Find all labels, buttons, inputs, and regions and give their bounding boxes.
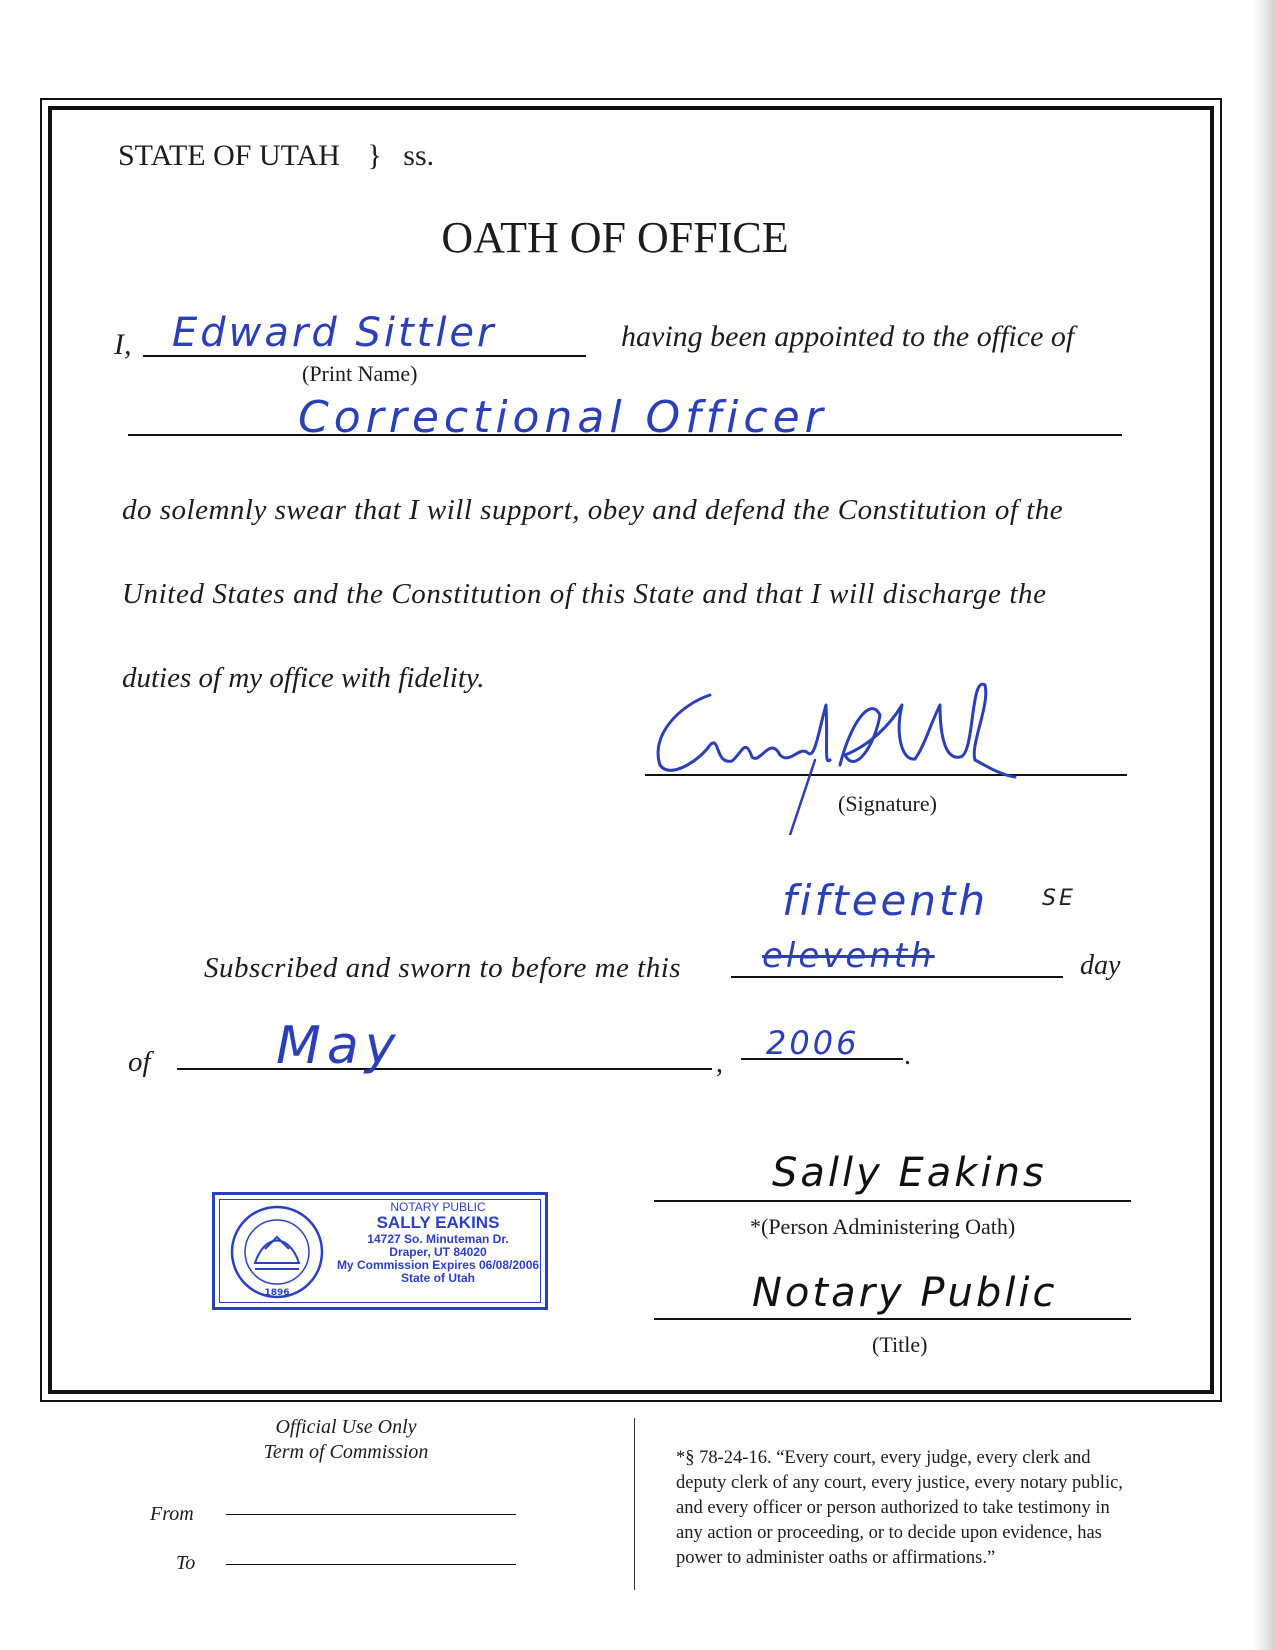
official-use-heading: Official Use Only bbox=[275, 1416, 417, 1438]
statute-line-5: power to administer oaths or affirmations.” bbox=[676, 1548, 996, 1568]
stamp-line-4: Draper, UT 84020 bbox=[389, 1245, 487, 1260]
stamp-text bbox=[333, 1201, 543, 1286]
handwritten-month: May bbox=[276, 1016, 402, 1076]
notary-stamp bbox=[212, 1192, 548, 1310]
handwritten-year: 2006 bbox=[766, 1024, 860, 1062]
stamp-line-2: SALLY EAKINS bbox=[376, 1213, 500, 1233]
stamp-line-5: My Commission Expires 06/08/2006 bbox=[336, 1258, 540, 1273]
correction-initials: SE bbox=[1042, 886, 1076, 911]
of-word: of bbox=[128, 1046, 151, 1078]
term-of-commission-heading: Term of Commission bbox=[263, 1441, 429, 1463]
from-label: From bbox=[150, 1503, 194, 1525]
subscribed-text: Subscribed and sworn to before me this bbox=[204, 952, 682, 984]
statute-text bbox=[676, 1446, 1123, 1571]
administrator-signature: Sally Eakins bbox=[772, 1150, 1047, 1196]
print-name-label: (Print Name) bbox=[302, 361, 418, 386]
statute-line-1: *§ 78-24-16. “Every court, every judge, every clerk and bbox=[676, 1448, 1091, 1468]
stamp-line-3: 14727 So. Minuteman Dr. bbox=[367, 1231, 509, 1246]
administrator-label: *(Person Administering Oath) bbox=[750, 1214, 1016, 1239]
seal-year: 1896 bbox=[264, 1288, 290, 1298]
footer-divider bbox=[634, 1418, 635, 1590]
title-line bbox=[654, 1318, 1131, 1320]
oath-line-3: duties of my office with fidelity. bbox=[122, 662, 485, 694]
handwritten-day-fifteenth: fifteenth bbox=[782, 876, 989, 925]
administrator-title: Notary Public bbox=[752, 1270, 1058, 1316]
oath-i-prefix: I, bbox=[114, 328, 132, 361]
signature-label: (Signature) bbox=[838, 791, 937, 816]
statute-line-4: any action or proceeding, or to decide upon evidence, has bbox=[676, 1523, 1102, 1543]
statute-line-2: deputy clerk of any court, every justice, every notary public, bbox=[676, 1473, 1123, 1493]
to-line[interactable] bbox=[226, 1564, 516, 1565]
page-edge-shadow bbox=[1253, 0, 1275, 1650]
struck-day-eleventh: eleventh bbox=[762, 936, 935, 976]
stamp-line-1: NOTARY PUBLIC bbox=[390, 1200, 486, 1214]
brace: } bbox=[367, 139, 382, 172]
state-name: STATE OF UTAH bbox=[118, 139, 340, 172]
oath-line-1: do solemnly swear that I will support, obey and defend the Constitution of the bbox=[122, 494, 1064, 526]
administrator-signature-line bbox=[654, 1200, 1131, 1202]
having-appointed-text: having been appointed to the office of bbox=[621, 320, 1075, 353]
oath-line-2: United States and the Constitution of this State and that I will discharge the bbox=[122, 578, 1047, 610]
day-line bbox=[731, 976, 1063, 978]
state-seal-icon bbox=[225, 1203, 329, 1301]
month-line bbox=[177, 1068, 712, 1070]
statute-line-3: and every officer or person authorized to take testimony in bbox=[676, 1498, 1110, 1518]
handwritten-office: Correctional Officer bbox=[298, 392, 828, 443]
day-word: day bbox=[1080, 950, 1121, 981]
title-label: (Title) bbox=[872, 1332, 928, 1357]
stamp-line-6: State of Utah bbox=[400, 1271, 475, 1286]
page-title: OATH OF OFFICE bbox=[441, 213, 789, 262]
to-label: To bbox=[176, 1552, 196, 1574]
state-heading bbox=[118, 139, 434, 173]
year-period: . bbox=[904, 1040, 911, 1071]
from-line[interactable] bbox=[226, 1514, 516, 1515]
handwritten-name: Edward Sittler bbox=[172, 310, 497, 356]
ss-label: ss. bbox=[403, 139, 435, 172]
month-comma: , bbox=[716, 1048, 723, 1079]
officer-signature bbox=[640, 665, 1020, 835]
